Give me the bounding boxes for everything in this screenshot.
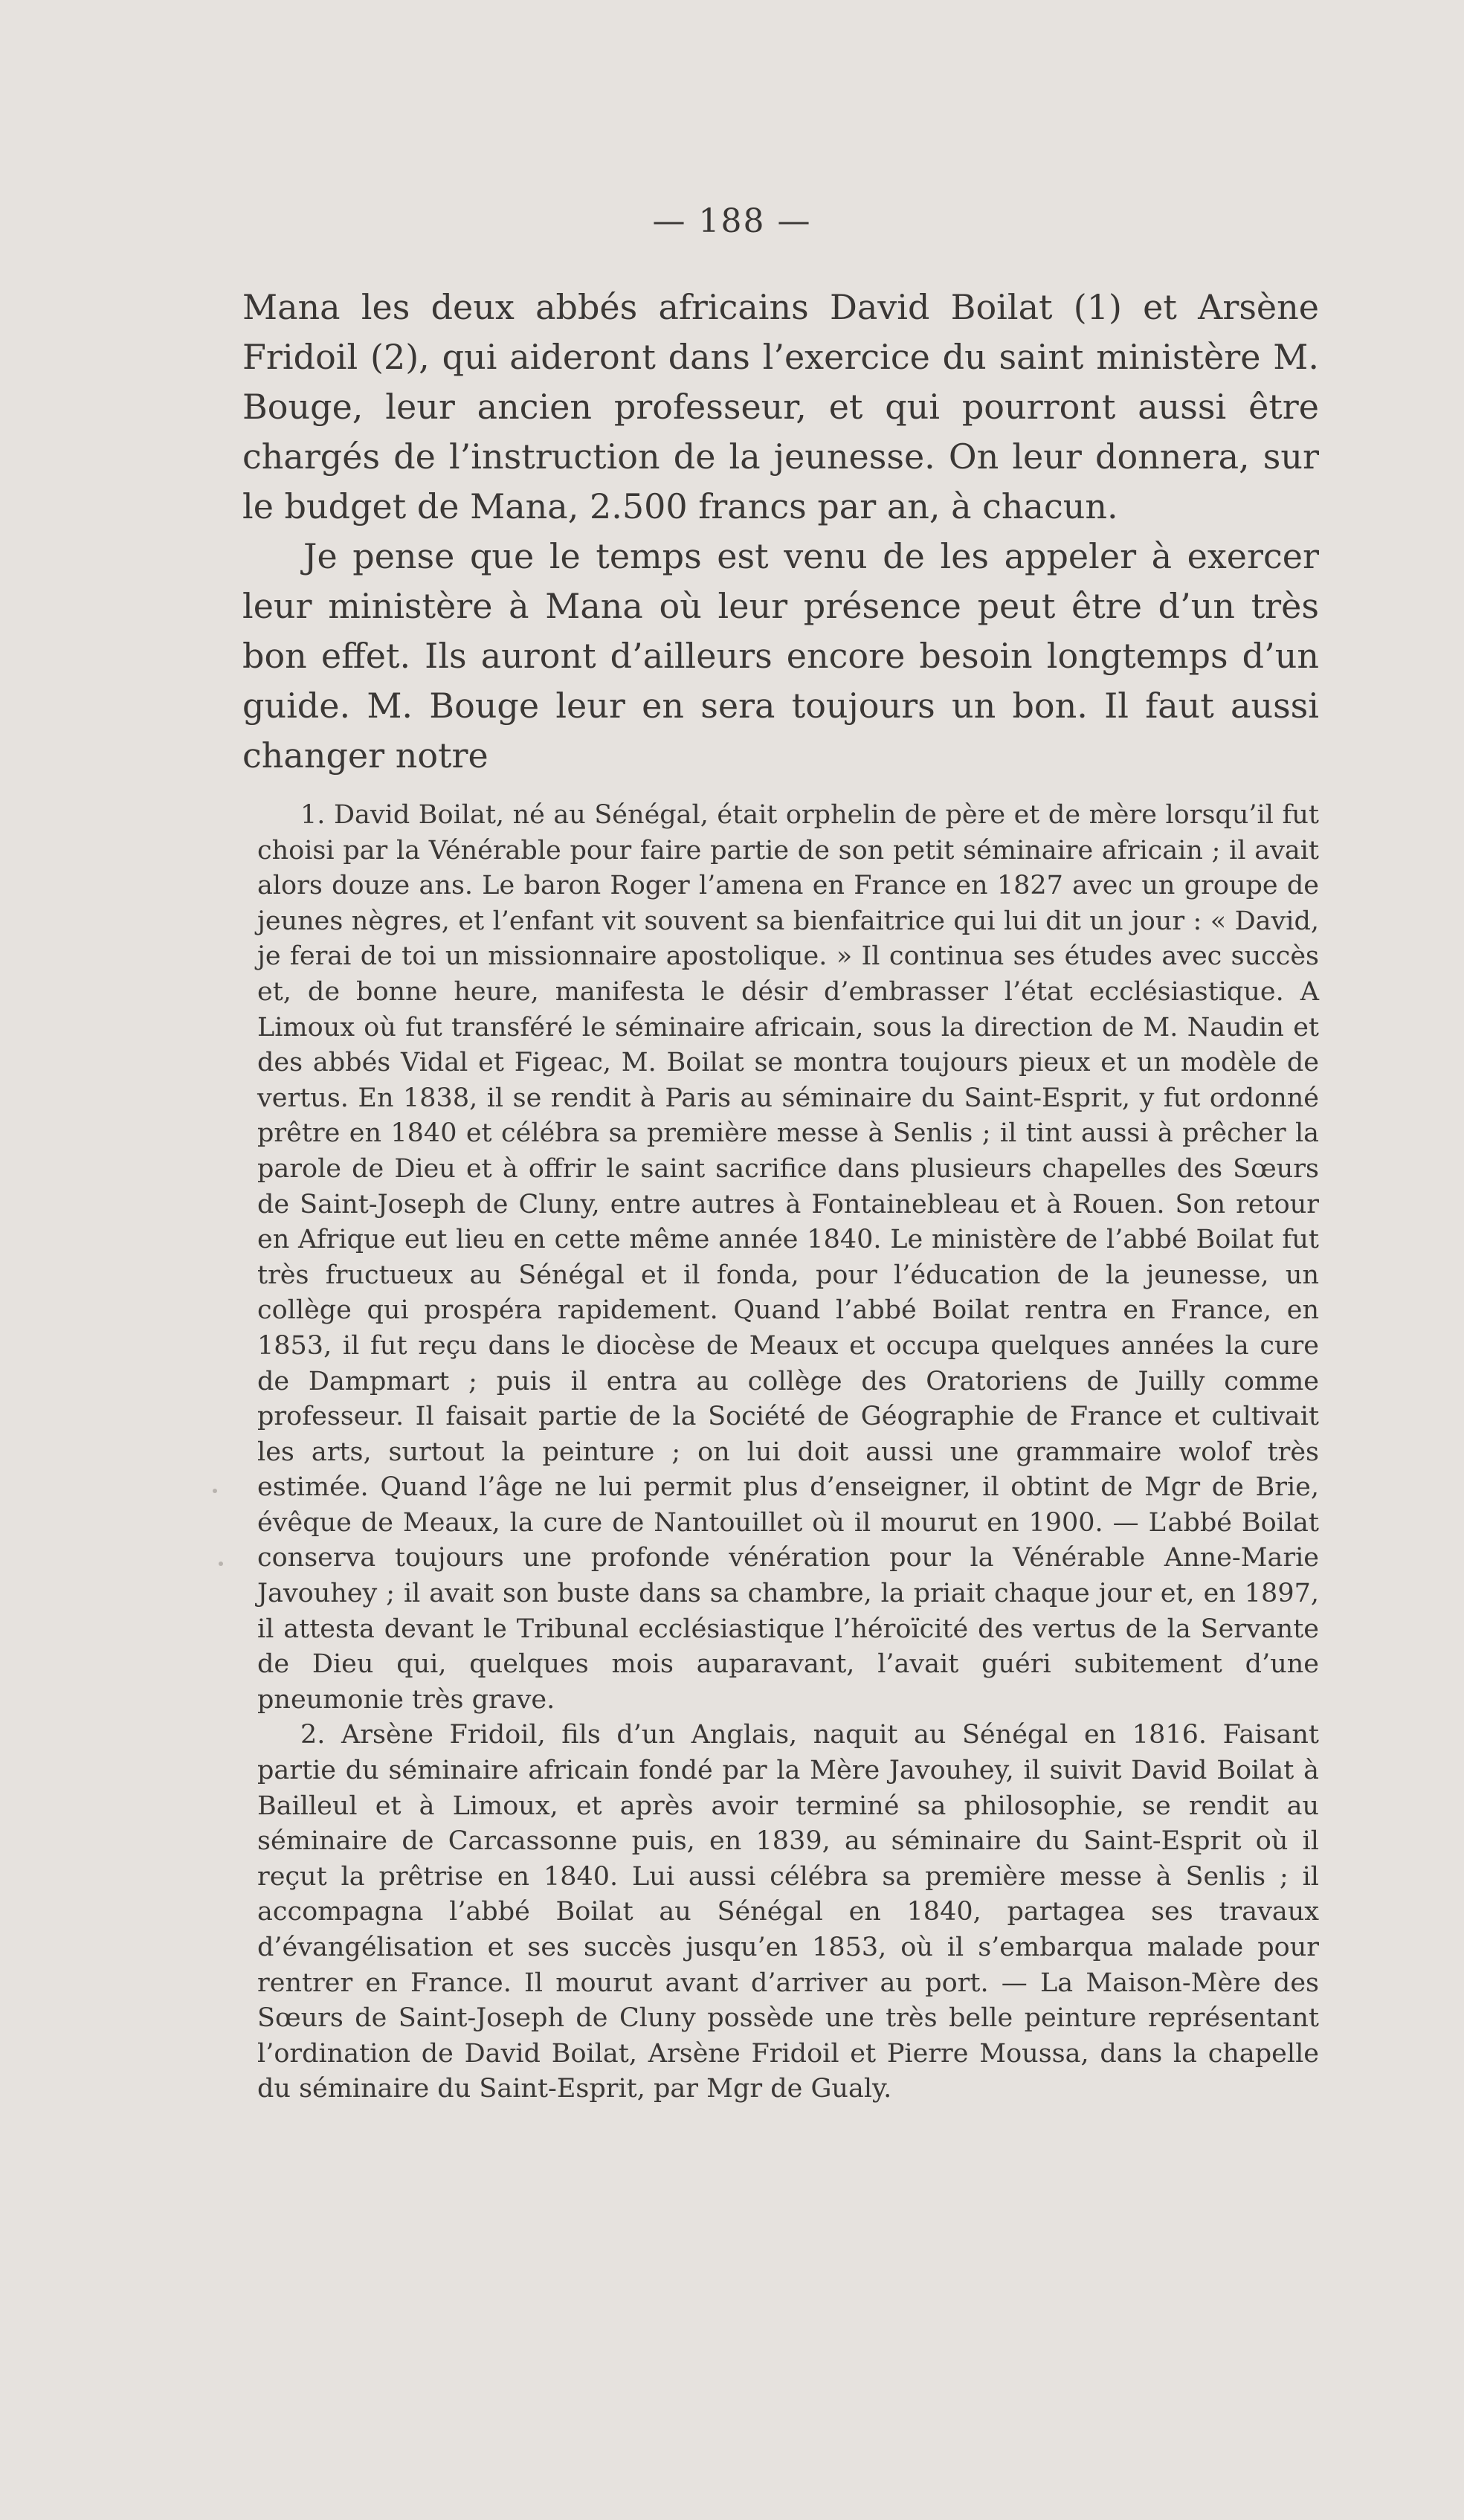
paragraph: Mana les deux abbés africains David Boilat (1) et Arsène Fridoil (2), qui aideront dans l’exercice du saint ministère M. Bouge, leur ancien professeur, et qui pourront aussi être chargés de l’instruction de la jeunesse. On leur donnera, sur le budget de Mana, 2.500 francs par an, à chacun. xyxy=(242,287,1319,526)
footnote-1: 1. David Boilat, né au Sénégal, était orphelin de père et de mère lorsqu’il fut choisi par la Vénérable pour faire partie de son petit séminaire africain ; il avait alors douze ans. Le baron Roger l’amena en France en 1827 avec un groupe de jeunes nègres, et l’enfant vit souvent sa bienfaitrice qui lui dit un jour : « David, je ferai de toi un missionnaire apostolique. » Il continua ses études avec succès et, de bonne heure, manifesta le désir d’embrasser l’état ecclésiastique. A Limoux où fut transféré le séminaire africain, sous la direction de M. Naudin et des abbés Vidal et Figeac, M. Boilat se montra toujours pieux et un modèle de vertus. En 1838, il se rendit à Paris au séminaire du Saint-Esprit, y fut ordonné prêtre en 1840 et célébra sa première messe à Senlis ; il tint aussi à prêcher la parole de Dieu et à offrir le saint sacrifice dans plusieurs chapelles des Sœurs de Saint-Joseph de Cluny, entre autres à Fontainebleau et à Rouen. Son retour en Afrique eut lieu en cette même année 1840. Le ministère de l’abbé Boilat fut très fructueux au Sénégal et il fonda, pour l’éducation de la jeunesse, un collège qui prospéra rapidement. Quand l’abbé Boilat rentra en France, en 1853, il fut reçu dans le diocèse de Meaux et occupa quelques années la cure de Dampmart ; puis il entra au collège des Oratoriens de Juilly comme professeur. Il faisait partie de la Société de Géographie de France et cultivait les arts, surtout la peinture ; on lui doit aussi une grammaire wolof très estimée. Quand l’âge ne lui permit plus d’enseigner, il obtint de Mgr de Brie, évêque de Meaux, la cure de Nantouillet où il mourut en 1900. — L’abbé Boilat conserva toujours une profonde vénération pour la Vénérable Anne-Marie Javouhey ; il avait son buste dans sa chambre, la priait chaque jour et, en 1897, il attesta devant le Tribunal ecclésiastique l’héroïcité des vertus de la Servante de Dieu qui, quelques mois auparavant, l’avait guéri subitement d’une pneumonie très grave. xyxy=(257,800,1319,1715)
main-text xyxy=(242,283,1319,781)
page-number: — 188 — xyxy=(652,202,812,240)
footnotes xyxy=(257,798,1319,2107)
paper-speck xyxy=(219,1562,223,1566)
footnote-2: 2. Arsène Fridoil, fils d’un Anglais, naquit au Sénégal en 1816. Faisant partie du séminaire africain fondé par la Mère Javouhey, il suivit David Boilat à Bailleul et à Limoux, et après avoir terminé sa philosophie, se rendit au séminaire de Carcassonne puis, en 1839, au séminaire du Saint-Esprit où il reçut la prêtrise en 1840. Lui aussi célébra sa première messe à Senlis ; il accompagna l’abbé Boilat au Sénégal en 1840, partagea ses travaux d’évangélisation et ses succès jusqu’en 1853, où il s’embarqua malade pour rentrer en France. Il mourut avant d’arriver au port. — La Maison-Mère des Sœurs de Saint-Joseph de Cluny possède une très belle peinture représentant l’ordination de David Boilat, Arsène Fridoil et Pierre Moussa, dans la chapelle du séminaire du Saint-Esprit, par Mgr de Gualy. xyxy=(257,1720,1319,2104)
paragraph: Je pense que le temps est venu de les appeler à exercer leur ministère à Mana où leur présence peut être d’un très bon effet. Ils auront d’ailleurs encore besoin longtemps d’un guide. M. Bouge leur en sera toujours un bon. Il faut aussi changer notre xyxy=(242,536,1319,776)
paper-speck xyxy=(213,1489,217,1493)
